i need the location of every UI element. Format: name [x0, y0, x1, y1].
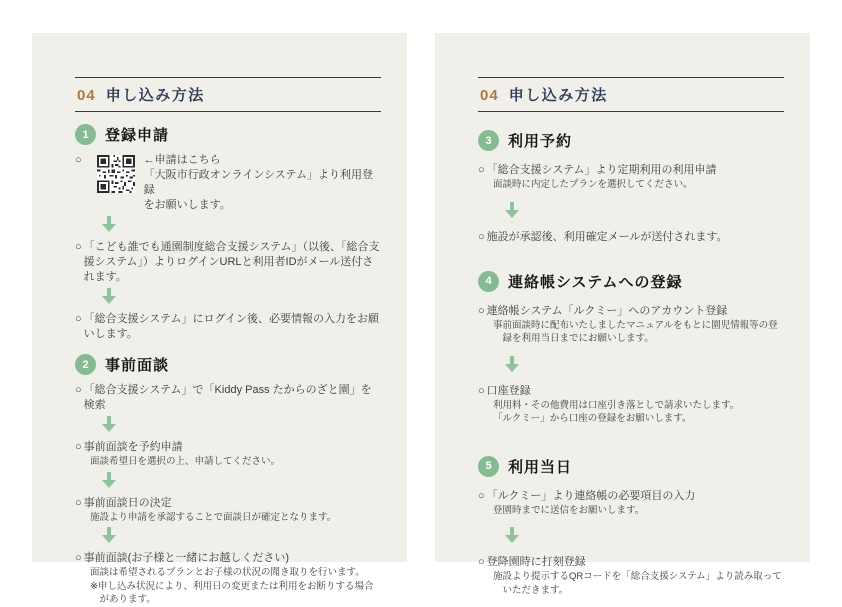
- flow-item-text: 連絡帳システム「ルクミー」へのアカウント登録: [486, 304, 728, 317]
- flow-item-subnote: 事前面談時に配布いたしましたマニュアルをもとに園児情報等の登録を利用当日までにお願いします。: [493, 319, 778, 344]
- page-right: [435, 33, 810, 596]
- step-number-badge: 4: [478, 271, 499, 292]
- flow-item: [478, 304, 784, 319]
- flow-item-group: [478, 163, 784, 192]
- flow-item: [478, 384, 784, 399]
- flow-item: [75, 496, 381, 511]
- step-usage-day: [478, 456, 784, 598]
- flow-item: [75, 240, 381, 285]
- step-heading: [478, 130, 784, 151]
- page-title: 申し込み方法: [508, 87, 608, 104]
- step-flow: [478, 489, 784, 598]
- bullet-mark: ○: [478, 164, 485, 176]
- flow-item-group: [478, 555, 784, 597]
- step-heading: [478, 271, 784, 292]
- step-number-badge: 2: [75, 354, 96, 375]
- arrow-down-icon: [505, 356, 784, 372]
- step-number-badge: 1: [75, 124, 96, 145]
- step-number-badge: 5: [478, 456, 499, 477]
- flow-item-subnotes: [493, 178, 784, 192]
- flow-item: [478, 555, 784, 570]
- page-left-content: [32, 33, 407, 607]
- bullet-mark: ○: [478, 556, 485, 568]
- qr-caption-line: ←申請はこちら: [143, 154, 221, 166]
- flow-item-text: 事前面談(お子様と一緒にお越しください): [83, 552, 289, 564]
- page-right-content: [435, 33, 810, 597]
- step-number-badge: 3: [478, 130, 499, 151]
- flow-item-subnote: ※申し込み状況により、利用日の変更または利用をお断りする場合があります。: [90, 580, 374, 605]
- flow-item-text: 「ルクミー」より連絡帳の必要項目の入力: [486, 489, 696, 502]
- step-interview: [75, 354, 381, 607]
- arrow-down-icon: [102, 527, 381, 543]
- bullet-mark: ○: [478, 489, 485, 502]
- section-header: [478, 77, 784, 112]
- bullet-mark: ○: [478, 304, 485, 317]
- step-title: 利用当日: [508, 458, 573, 476]
- step-flow: [75, 153, 381, 342]
- flow-item-subnotes: [493, 570, 784, 597]
- step-title: 登録申請: [105, 127, 170, 144]
- flow-item: [478, 230, 784, 245]
- arrow-down-icon: [505, 527, 784, 543]
- qr-caption-line: 「大阪市行政オンラインシステム」より利用登録: [143, 169, 373, 196]
- flow-item-subnotes: [493, 399, 784, 426]
- flow-item-subnote: 面談は希望されるプランとお子様の状況の聞き取りを行います。: [90, 567, 365, 578]
- arrow-down-icon: [102, 472, 381, 488]
- flow-item-subnote: 利用料・その他費用は口座引き落としで請求いたします。: [493, 399, 740, 411]
- flow-item-text: 施設が承認後、利用確定メールが送付されます。: [486, 230, 728, 243]
- bullet-mark: ○: [75, 496, 82, 509]
- flow-item-group: [75, 551, 381, 607]
- flow-item-subnote: 施設より申請を承認することで面談日が確定となります。: [90, 511, 337, 523]
- flow-item-text: 「総合支援システム」にログイン後、必要情報の入力をお願いします。: [83, 313, 380, 340]
- flow-item-subnotes: [90, 455, 381, 469]
- flow-item: [478, 163, 784, 178]
- step-title: 連絡帳システムへの登録: [508, 273, 683, 291]
- step-title: 事前面談: [105, 357, 170, 374]
- flow-item-group: [478, 384, 784, 426]
- flow-item: [75, 383, 381, 413]
- step-heading: [75, 124, 381, 145]
- flow-item: [75, 312, 381, 342]
- arrow-down-icon: [102, 216, 381, 232]
- step-reservation: [478, 130, 784, 245]
- bullet-mark: ○: [75, 154, 82, 166]
- step-title: 利用予約: [508, 133, 573, 150]
- flow-item: [75, 440, 381, 455]
- flow-item-subnote: 登園時までに送信をお願いします。: [493, 504, 645, 516]
- section-header: [75, 77, 381, 112]
- section-number: 04: [77, 87, 96, 104]
- bullet-mark: ○: [75, 552, 82, 564]
- flow-item: [75, 551, 381, 566]
- step-flow: [478, 304, 784, 426]
- bullet-mark: ○: [75, 441, 82, 453]
- qr-caption: [144, 153, 381, 213]
- qr-caption-line: をお願いします。: [143, 199, 231, 211]
- flow-item-text: 事前面談日の決定: [83, 496, 172, 509]
- flow-item-subnotes: [493, 319, 784, 346]
- bullet-mark: ○: [478, 230, 485, 243]
- flow-item-group: [478, 304, 784, 346]
- flow-item-text: 「こども誰でも通園制度総合支援システム」（以後、「総合支援システム」）よりログインURLと利用者IDがメール送付されます。: [83, 241, 380, 283]
- bullet-mark: ○: [478, 384, 485, 397]
- flow-item-subnotes: [90, 511, 381, 525]
- page-left: [32, 33, 407, 605]
- bullet-mark: ○: [75, 313, 82, 325]
- flow-item-group: [478, 489, 784, 518]
- step-heading: [478, 456, 784, 477]
- arrow-down-icon: [505, 202, 784, 218]
- step-flow: [75, 383, 381, 607]
- arrow-down-icon: [102, 288, 381, 304]
- flow-item-subnotes: [90, 566, 381, 607]
- arrow-down-icon: [102, 416, 381, 432]
- step-contact-book: [478, 271, 784, 426]
- section-number: 04: [480, 87, 499, 104]
- qr-code: [97, 155, 135, 213]
- flow-item-group: [75, 440, 381, 469]
- flow-item-text: 「総合支援システム」より定期利用の利用申請: [486, 164, 717, 176]
- step-registration: [75, 124, 381, 342]
- qr-item: [75, 153, 381, 213]
- flow-item-group: [75, 496, 381, 525]
- flow-item-subnotes: [493, 504, 784, 518]
- step-flow: [478, 163, 784, 245]
- bullet-mark: ○: [75, 384, 82, 396]
- page-title: 申し込み方法: [105, 87, 205, 104]
- flow-item-subnote: 「ルクミー」から口座の登録をお願いします。: [493, 413, 692, 424]
- bullet-mark: ○: [75, 241, 82, 253]
- flow-item-text: 「総合支援システム」で「Kiddy Pass たからのざと園」を検索: [83, 384, 372, 411]
- flow-item-subnote: 施設より提示するQRコードを「総合支援システム」より読み取っていただきます。: [493, 571, 782, 596]
- flow-item-text: 事前面談を予約申請: [83, 441, 183, 453]
- step-heading: [75, 354, 381, 375]
- flow-item-text: 口座登録: [486, 384, 531, 397]
- flow-item-text: 登降園時に打刻登録: [486, 556, 586, 568]
- flow-item: [478, 489, 784, 504]
- flow-item-subnote: 面談希望日を選択の上、申請してください。: [90, 456, 281, 467]
- flow-item-subnote: 面談時に内定したプランを選択してください。: [493, 179, 693, 190]
